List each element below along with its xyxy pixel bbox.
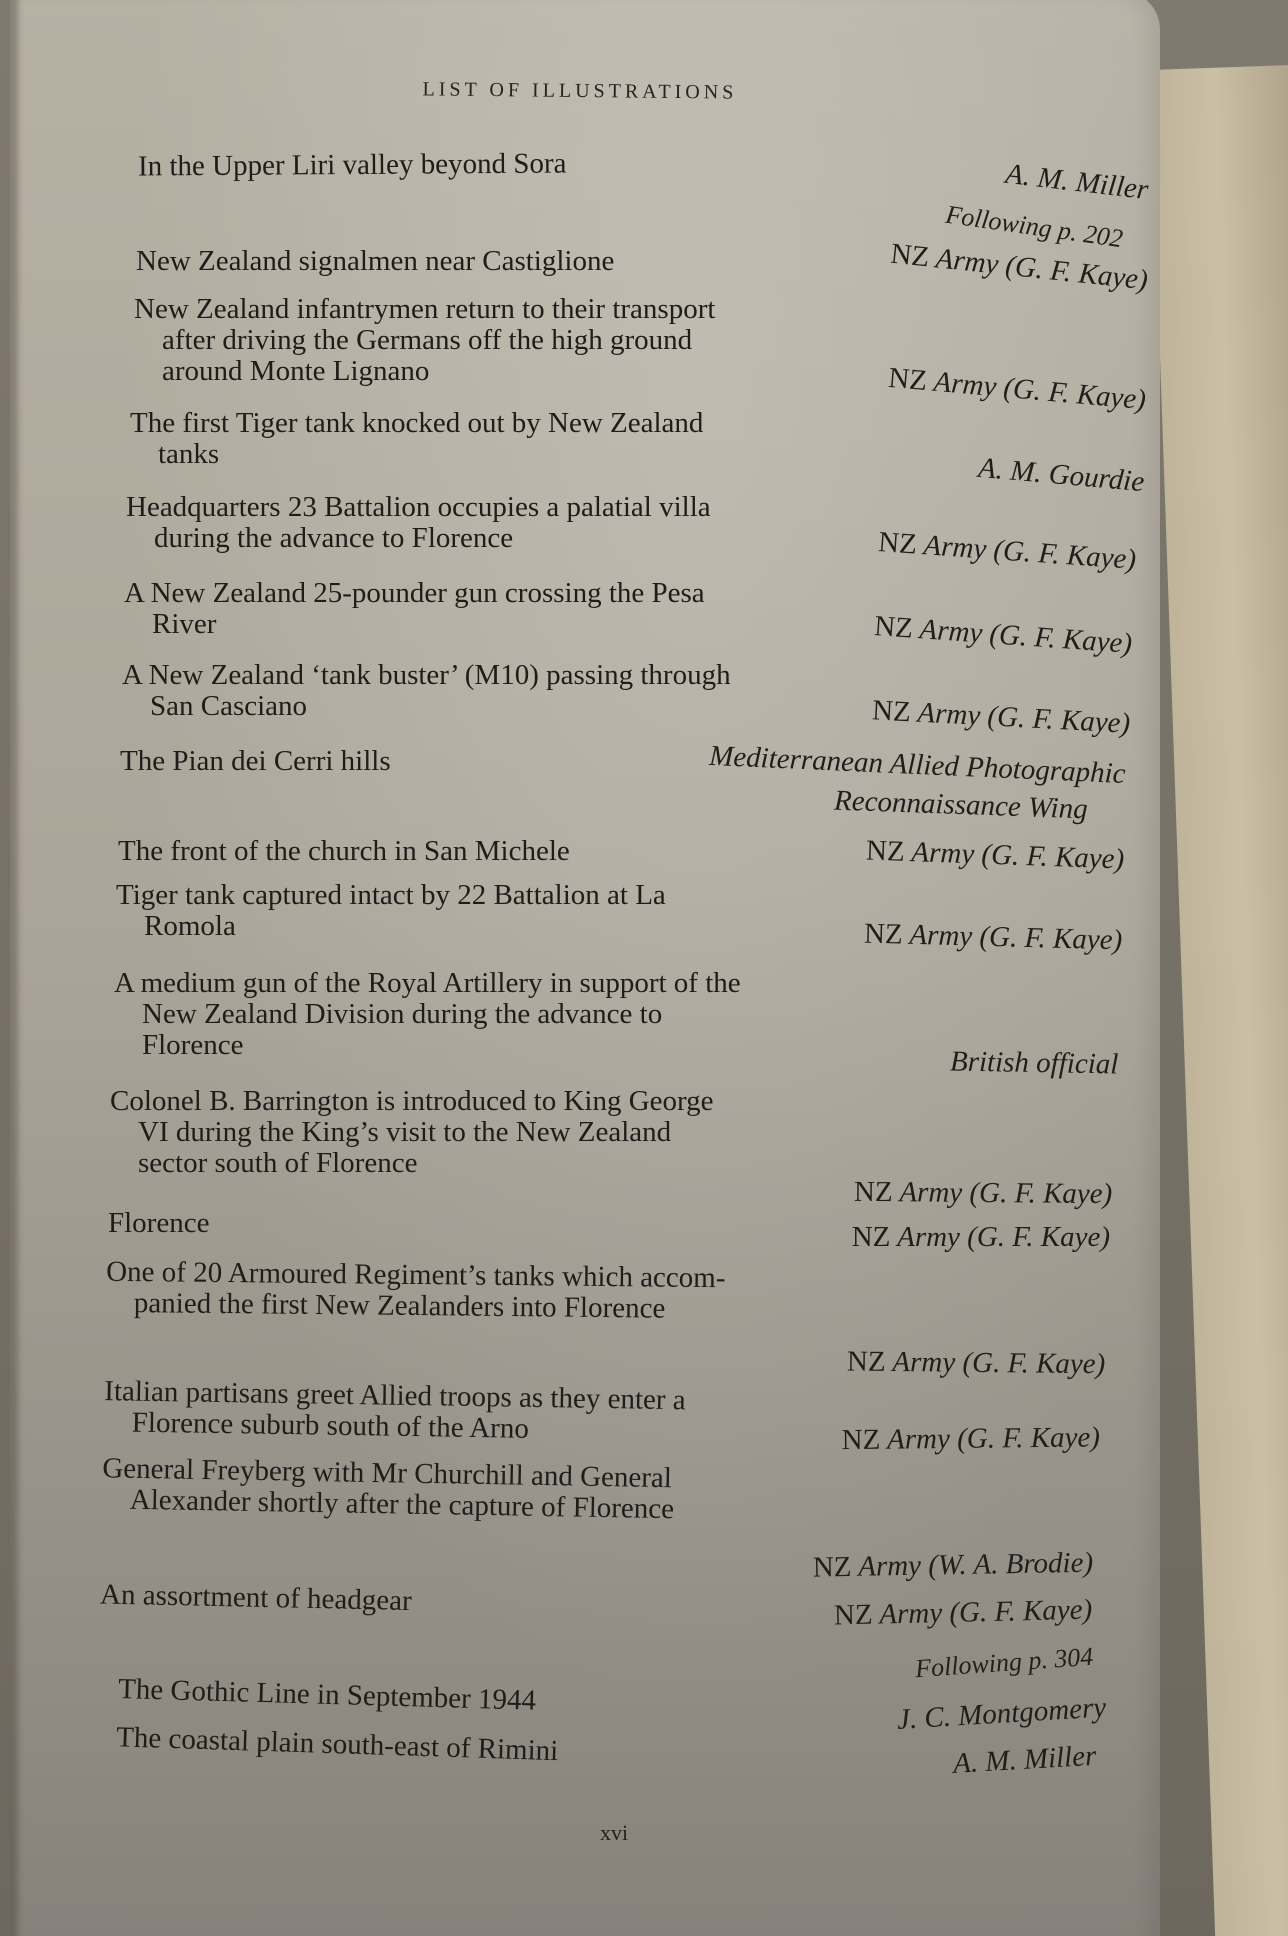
entry-caption [116,1722,897,1777]
list-entry [130,407,1146,499]
caption-line: The coastal plain south-east of Rimini [115,1721,559,1768]
caption-line: during the advance to Florence [154,522,514,554]
entry-caption [122,660,902,722]
entry-credit: NZ Army (G. F. Kaye) [851,1221,1110,1253]
entry-caption [108,1208,888,1239]
entry-credit: NZ Army (G. F. Kaye) [886,361,1147,417]
caption-line: panied the first New Zealanders into Florence [133,1287,666,1325]
entry-caption [116,880,896,942]
caption-line: Romola [144,910,236,942]
caption-line: New Zealand Division during the advance to [142,998,663,1030]
list-entry [136,237,1150,297]
caption-line: San Casciano [150,690,308,722]
entry-credit: NZ Army (G. F. Kaye) [876,526,1137,576]
entry-caption [118,836,898,867]
entry-credit: A. M. Miller [1003,157,1150,207]
entry-caption [126,492,906,554]
entry-caption [130,408,910,470]
caption-line: Italian partisans greet Allied troops as they enter a [104,1375,686,1417]
caption-line: Florence suburb south of the Arno [131,1406,530,1445]
list-entry [116,879,1123,957]
entry-caption [136,246,916,277]
caption-line: Florence [142,1029,244,1061]
entry-caption [104,1376,885,1450]
caption-line: The Pian dei Cerri hills [120,745,391,777]
caption-line: Alexander shortly after the capture of Florence [129,1483,675,1526]
entry-credit: A. M. Miller [951,1739,1097,1780]
list-entry [110,1085,1113,1211]
entry-credit: NZ Army (G. F. Kaye) [888,237,1150,297]
caption-line: Colonel B. Barrington is introduced to King George [110,1085,714,1117]
caption-line: One of 20 Armoured Regiment’s tanks which accom- [106,1255,726,1295]
list-entry [120,739,1127,826]
running-head: LIST OF ILLUSTRATIONS [422,78,738,104]
list-entry [122,659,1131,740]
caption-line: In the Upper Liri valley beyond Sora [137,147,567,183]
book-page [10,0,1160,1936]
caption-line: An assortment of headgear [99,1578,413,1618]
caption-line: Headquarters 23 Battalion occupies a palatial villa [126,491,711,523]
entry-caption [118,1674,899,1727]
caption-line: A New Zealand ‘tank buster’ (M10) passing through [122,659,731,691]
list-entry [118,834,1125,876]
caption-line: The front of the church in San Michele [118,835,570,867]
caption-line: around Monte Lignano [162,355,430,387]
entry-caption [114,968,894,1061]
page-number: xvi [600,1820,629,1845]
entry-caption [102,1453,883,1529]
entry-caption [106,1257,887,1327]
section-marker: Following p. 304 [914,1641,1095,1684]
entry-caption [134,294,914,387]
caption-line: The first Tiger tank knocked out by New Zealand [130,407,704,439]
entry-caption [124,578,904,640]
facing-page-edge [1150,64,1288,1936]
list-entry [117,1673,1118,1736]
entry-caption [100,1580,880,1627]
caption-line: sector south of Florence [138,1147,418,1179]
entry-caption [110,1086,890,1179]
caption-line: tanks [158,438,220,470]
entry-credit: NZ Army (G. F. Kaye) [853,1175,1113,1211]
entry-credit: NZ Army (G. F. Kaye) [846,1345,1106,1381]
page-content [10,0,1160,1936]
list-entry [108,1207,1110,1253]
caption-line: River [152,608,217,640]
entry-credit: NZ Army (G. F. Kaye) [841,1421,1100,1457]
entry-credit: British official [949,1045,1119,1081]
caption-line: A medium gun of the Royal Artillery in support of the [114,967,741,999]
caption-line: Tiger tank captured intact by 22 Battalion at La [116,879,666,911]
caption-line: New Zealand infantrymen return to their transport [134,293,716,325]
entry-credit: J. C. Montgomery [895,1691,1107,1736]
caption-line: New Zealand signalmen near Castiglione [136,245,615,277]
list-entry [106,1255,1107,1381]
list-entry [124,577,1133,660]
list-entry [137,145,1150,207]
entry-credit-line2: Reconnaissance Wing [833,784,1089,826]
section-marker: Following p. 202 [943,199,1125,254]
list-entry [102,1452,1103,1584]
list-entry [126,491,1137,576]
caption-line: Florence [108,1207,210,1239]
list-entry [104,1375,1105,1457]
list-entry [134,293,1147,417]
entry-credit: NZ Army (G. F. Kaye) [871,694,1131,740]
entry-credit: NZ Army (G. F. Kaye) [863,917,1123,957]
entry-credit: NZ Army (G. F. Kaye) [833,1593,1093,1632]
list-entry [100,1580,1100,1632]
caption-line: after driving the Germans off the high ground [162,324,693,356]
entry-credit: NZ Army (W. A. Brodie) [812,1546,1094,1584]
caption-line: VI during the King’s visit to the New Zealand [138,1116,672,1148]
entry-credit: NZ Army (G. F. Kaye) [865,834,1125,876]
caption-line: General Freyberg with Mr Churchill and General [102,1452,673,1495]
list-entry [114,967,1119,1081]
entry-credit: A. M. Gourdie [976,451,1146,499]
entry-caption [138,146,918,182]
entry-credit: NZ Army (G. F. Kaye) [872,610,1133,660]
caption-line: A New Zealand 25-pounder gun crossing the Pesa [124,577,705,609]
caption-line: The Gothic Line in September 1944 [117,1673,537,1717]
entry-credit: Mediterranean Allied Photographic [708,739,1127,791]
